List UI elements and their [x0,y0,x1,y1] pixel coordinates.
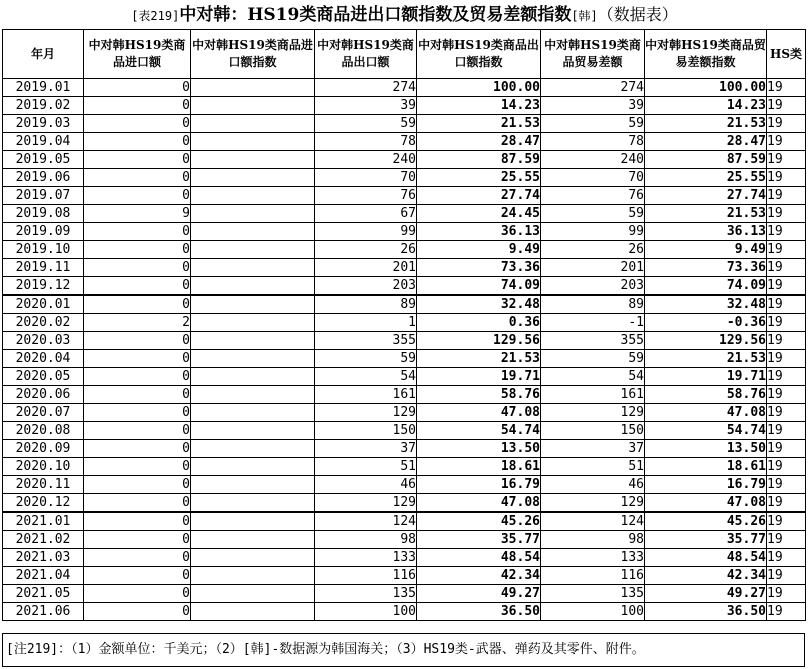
cell-export: 150 [315,422,417,440]
cell-export-index: 36.13 [417,223,541,241]
cell-balance: 26 [541,241,645,259]
column-header-month: 年月 [3,30,84,79]
cell-export: 201 [315,259,417,277]
cell-export-index: 129.56 [417,332,541,350]
cell-import: 0 [84,440,191,458]
cell-balance: 76 [541,187,645,205]
cell-export-index: 47.08 [417,494,541,513]
cell-balance-index: 36.13 [645,223,767,241]
cell-import: 0 [84,512,191,531]
cell-hs-class: 19 [767,151,806,169]
cell-month: 2019.08 [3,205,84,223]
cell-balance-index: 35.77 [645,531,767,549]
cell-month: 2020.10 [3,458,84,476]
cell-hs-class: 19 [767,531,806,549]
cell-export: 67 [315,205,417,223]
cell-month: 2020.08 [3,422,84,440]
cell-import-index [191,295,315,314]
cell-balance: 37 [541,440,645,458]
cell-import-index [191,115,315,133]
cell-balance-index: 74.09 [645,277,767,296]
cell-import: 0 [84,79,191,97]
header-row [3,30,806,79]
table-row [3,295,806,314]
cell-import-index [191,567,315,585]
cell-hs-class: 19 [767,187,806,205]
cell-balance-index: 25.55 [645,169,767,187]
cell-balance-index: 45.26 [645,512,767,531]
cell-balance: 133 [541,549,645,567]
cell-export: 59 [315,350,417,368]
cell-balance-index: 42.34 [645,567,767,585]
cell-hs-class: 19 [767,314,806,332]
cell-import: 0 [84,223,191,241]
cell-hs-class: 19 [767,223,806,241]
cell-export: 161 [315,386,417,404]
title-suffix: （数据表） [597,5,678,24]
cell-balance-index: 27.74 [645,187,767,205]
cell-import-index [191,277,315,296]
table-row [3,585,806,603]
cell-month: 2020.11 [3,476,84,494]
cell-import: 0 [84,549,191,567]
cell-hs-class: 19 [767,350,806,368]
cell-balance: 51 [541,458,645,476]
cell-balance-index: 21.53 [645,115,767,133]
table-row [3,151,806,169]
table-row [3,259,806,277]
cell-hs-class: 19 [767,205,806,223]
cell-export-index: 42.34 [417,567,541,585]
cell-export-index: 36.50 [417,603,541,621]
column-header-export: 中对韩HS19类商品出口额 [315,30,417,79]
cell-month: 2019.03 [3,115,84,133]
cell-balance-index: 28.47 [645,133,767,151]
cell-import-index [191,79,315,97]
cell-import-index [191,169,315,187]
cell-import-index [191,458,315,476]
cell-month: 2019.10 [3,241,84,259]
cell-export: 135 [315,585,417,603]
cell-export: 124 [315,512,417,531]
cell-export: 203 [315,277,417,296]
cell-import-index [191,205,315,223]
cell-month: 2020.01 [3,295,84,314]
cell-month: 2020.12 [3,494,84,513]
cell-hs-class: 19 [767,422,806,440]
cell-export: 78 [315,133,417,151]
cell-hs-class: 19 [767,79,806,97]
cell-hs-class: 19 [767,115,806,133]
cell-month: 2020.02 [3,314,84,332]
cell-balance-index: 21.53 [645,205,767,223]
table-number-tag: [表219] [131,9,180,23]
cell-import: 0 [84,585,191,603]
cell-export: 1 [315,314,417,332]
cell-import: 0 [84,187,191,205]
cell-month: 2020.04 [3,350,84,368]
table-row [3,314,806,332]
country-tag: [韩] [571,9,598,23]
cell-import: 0 [84,332,191,350]
cell-balance: 274 [541,79,645,97]
cell-balance: 89 [541,295,645,314]
cell-export-index: 47.08 [417,404,541,422]
cell-import-index [191,386,315,404]
cell-balance: 46 [541,476,645,494]
table-row [3,187,806,205]
cell-import-index [191,494,315,513]
cell-import: 0 [84,422,191,440]
title-text: 中对韩：HS19类商品进出口额指数及贸易差额指数 [179,5,572,25]
cell-export-index: 35.77 [417,531,541,549]
cell-balance: 39 [541,97,645,115]
table-row [3,567,806,585]
cell-hs-class: 19 [767,585,806,603]
cell-hs-class: 19 [767,567,806,585]
cell-import: 2 [84,314,191,332]
cell-balance-index: 9.49 [645,241,767,259]
table-title [0,0,809,29]
cell-import: 0 [84,404,191,422]
cell-balance: 116 [541,567,645,585]
table-row [3,115,806,133]
cell-export-index: 21.53 [417,350,541,368]
cell-month: 2019.05 [3,151,84,169]
cell-import-index [191,368,315,386]
cell-import: 0 [84,368,191,386]
column-header-import: 中对韩HS19类商品进口额 [84,30,191,79]
cell-month: 2019.11 [3,259,84,277]
cell-import: 0 [84,295,191,314]
cell-export-index: 14.23 [417,97,541,115]
cell-import: 0 [84,476,191,494]
table-row [3,97,806,115]
cell-month: 2019.09 [3,223,84,241]
cell-balance-index: 100.00 [645,79,767,97]
cell-export-index: 54.74 [417,422,541,440]
cell-export-index: 21.53 [417,115,541,133]
cell-balance: 124 [541,512,645,531]
table-row [3,549,806,567]
cell-hs-class: 19 [767,133,806,151]
cell-export-index: 9.49 [417,241,541,259]
cell-month: 2020.05 [3,368,84,386]
cell-balance: 99 [541,223,645,241]
table-row [3,79,806,97]
cell-import-index [191,512,315,531]
cell-import: 0 [84,458,191,476]
cell-balance-index: 16.79 [645,476,767,494]
cell-import-index [191,332,315,350]
table-row [3,386,806,404]
cell-export-index: 27.74 [417,187,541,205]
cell-import-index [191,187,315,205]
cell-import-index [191,585,315,603]
cell-hs-class: 19 [767,368,806,386]
cell-import: 0 [84,494,191,513]
cell-hs-class: 19 [767,440,806,458]
cell-export-index: 74.09 [417,277,541,296]
cell-export: 129 [315,404,417,422]
column-header-import-index: 中对韩HS19类商品进口额指数 [191,30,315,79]
cell-export: 46 [315,476,417,494]
cell-import: 0 [84,115,191,133]
cell-balance: 150 [541,422,645,440]
cell-balance: 129 [541,404,645,422]
table-row [3,476,806,494]
cell-balance: 78 [541,133,645,151]
cell-hs-class: 19 [767,386,806,404]
cell-export-index: 25.55 [417,169,541,187]
cell-balance-index: 13.50 [645,440,767,458]
cell-hs-class: 19 [767,458,806,476]
table-row [3,368,806,386]
cell-export-index: 45.26 [417,512,541,531]
cell-month: 2021.06 [3,603,84,621]
cell-month: 2021.02 [3,531,84,549]
cell-balance: 70 [541,169,645,187]
cell-import-index [191,259,315,277]
cell-import: 0 [84,603,191,621]
cell-hs-class: 19 [767,404,806,422]
cell-export: 100 [315,603,417,621]
cell-month: 2019.04 [3,133,84,151]
cell-import-index [191,97,315,115]
cell-balance: 98 [541,531,645,549]
cell-import-index [191,133,315,151]
cell-balance-index: 19.71 [645,368,767,386]
cell-import-index [191,314,315,332]
cell-month: 2021.04 [3,567,84,585]
cell-balance-index: 129.56 [645,332,767,350]
cell-export-index: 18.61 [417,458,541,476]
cell-balance: 203 [541,277,645,296]
table-row [3,458,806,476]
cell-import-index [191,603,315,621]
cell-import: 0 [84,133,191,151]
cell-import-index [191,422,315,440]
table-row [3,241,806,259]
cell-hs-class: 19 [767,549,806,567]
cell-export-index: 16.79 [417,476,541,494]
cell-balance: 129 [541,494,645,513]
cell-balance-index: 18.61 [645,458,767,476]
cell-month: 2021.05 [3,585,84,603]
table-row [3,223,806,241]
cell-hs-class: 19 [767,169,806,187]
cell-balance-index: 49.27 [645,585,767,603]
cell-balance-index: 87.59 [645,151,767,169]
table-row [3,512,806,531]
table-row [3,332,806,350]
column-header-balance: 中对韩HS19类商品贸易差额 [541,30,645,79]
cell-balance-index: 21.53 [645,350,767,368]
cell-import: 0 [84,567,191,585]
cell-balance: 240 [541,151,645,169]
cell-hs-class: 19 [767,259,806,277]
cell-import: 0 [84,277,191,296]
column-header-hs-class: HS类 [767,30,806,79]
cell-export-index: 100.00 [417,79,541,97]
table-row [3,169,806,187]
cell-balance: 355 [541,332,645,350]
cell-hs-class: 19 [767,97,806,115]
cell-month: 2019.02 [3,97,84,115]
cell-export: 26 [315,241,417,259]
cell-balance: 59 [541,350,645,368]
cell-export-index: 87.59 [417,151,541,169]
cell-import-index [191,549,315,567]
table-body [3,79,806,621]
cell-month: 2020.07 [3,404,84,422]
cell-balance: 201 [541,259,645,277]
cell-export-index: 32.48 [417,295,541,314]
data-table [2,29,806,621]
table-row [3,440,806,458]
table-row [3,603,806,621]
cell-balance-index: 47.08 [645,494,767,513]
cell-export: 116 [315,567,417,585]
cell-export-index: 28.47 [417,133,541,151]
cell-export: 240 [315,151,417,169]
cell-balance: 100 [541,603,645,621]
cell-export: 37 [315,440,417,458]
cell-export: 76 [315,187,417,205]
cell-hs-class: 19 [767,295,806,314]
cell-balance-index: 14.23 [645,97,767,115]
cell-hs-class: 19 [767,494,806,513]
cell-balance: -1 [541,314,645,332]
cell-hs-class: 19 [767,241,806,259]
table-row [3,277,806,296]
cell-export-index: 49.27 [417,585,541,603]
cell-import: 0 [84,97,191,115]
column-header-export-index: 中对韩HS19类商品出口额指数 [417,30,541,79]
cell-hs-class: 19 [767,512,806,531]
cell-export: 355 [315,332,417,350]
cell-import-index [191,440,315,458]
cell-export-index: 48.54 [417,549,541,567]
cell-export: 54 [315,368,417,386]
cell-month: 2019.01 [3,79,84,97]
cell-balance-index: 32.48 [645,295,767,314]
cell-month: 2021.01 [3,512,84,531]
cell-month: 2020.09 [3,440,84,458]
cell-import-index [191,531,315,549]
cell-import-index [191,404,315,422]
cell-export-index: 0.36 [417,314,541,332]
cell-export-index: 58.76 [417,386,541,404]
cell-import: 0 [84,241,191,259]
cell-hs-class: 19 [767,603,806,621]
cell-balance-index: 36.50 [645,603,767,621]
table-row [3,350,806,368]
cell-month: 2021.03 [3,549,84,567]
cell-export-index: 24.45 [417,205,541,223]
cell-export: 129 [315,494,417,513]
cell-balance: 54 [541,368,645,386]
cell-export-index: 19.71 [417,368,541,386]
cell-month: 2020.03 [3,332,84,350]
cell-export: 98 [315,531,417,549]
cell-balance-index: 48.54 [645,549,767,567]
cell-import-index [191,476,315,494]
cell-export: 51 [315,458,417,476]
cell-month: 2019.12 [3,277,84,296]
cell-export: 99 [315,223,417,241]
table-row [3,531,806,549]
table-row [3,205,806,223]
cell-balance: 135 [541,585,645,603]
table-row [3,133,806,151]
table-row [3,422,806,440]
table-row [3,404,806,422]
cell-balance-index: 47.08 [645,404,767,422]
cell-import: 0 [84,259,191,277]
cell-balance: 59 [541,205,645,223]
cell-balance-index: 58.76 [645,386,767,404]
cell-balance-index: -0.36 [645,314,767,332]
cell-import-index [191,151,315,169]
cell-export-index: 13.50 [417,440,541,458]
cell-month: 2019.06 [3,169,84,187]
table-row [3,494,806,513]
cell-import: 9 [84,205,191,223]
cell-import-index [191,350,315,368]
column-header-balance-index: 中对韩HS19类商品贸易差额指数 [645,30,767,79]
cell-import: 0 [84,169,191,187]
cell-export: 39 [315,97,417,115]
cell-balance-index: 54.74 [645,422,767,440]
cell-import: 0 [84,531,191,549]
cell-balance: 59 [541,115,645,133]
cell-import-index [191,241,315,259]
cell-export: 59 [315,115,417,133]
cell-import: 0 [84,350,191,368]
cell-import-index [191,223,315,241]
cell-import: 0 [84,386,191,404]
cell-export-index: 73.36 [417,259,541,277]
cell-export: 70 [315,169,417,187]
cell-balance: 161 [541,386,645,404]
cell-export: 274 [315,79,417,97]
cell-export: 133 [315,549,417,567]
cell-import: 0 [84,151,191,169]
cell-hs-class: 19 [767,332,806,350]
cell-hs-class: 19 [767,277,806,296]
cell-month: 2020.06 [3,386,84,404]
cell-export: 89 [315,295,417,314]
cell-hs-class: 19 [767,476,806,494]
footnote: [注219]：（1）金额单位：千美元；（2）[韩]-数据源为韩国海关；（3）HS19类-武器、弹药及其零件、附件。 [2,633,805,667]
cell-balance-index: 73.36 [645,259,767,277]
cell-month: 2019.07 [3,187,84,205]
